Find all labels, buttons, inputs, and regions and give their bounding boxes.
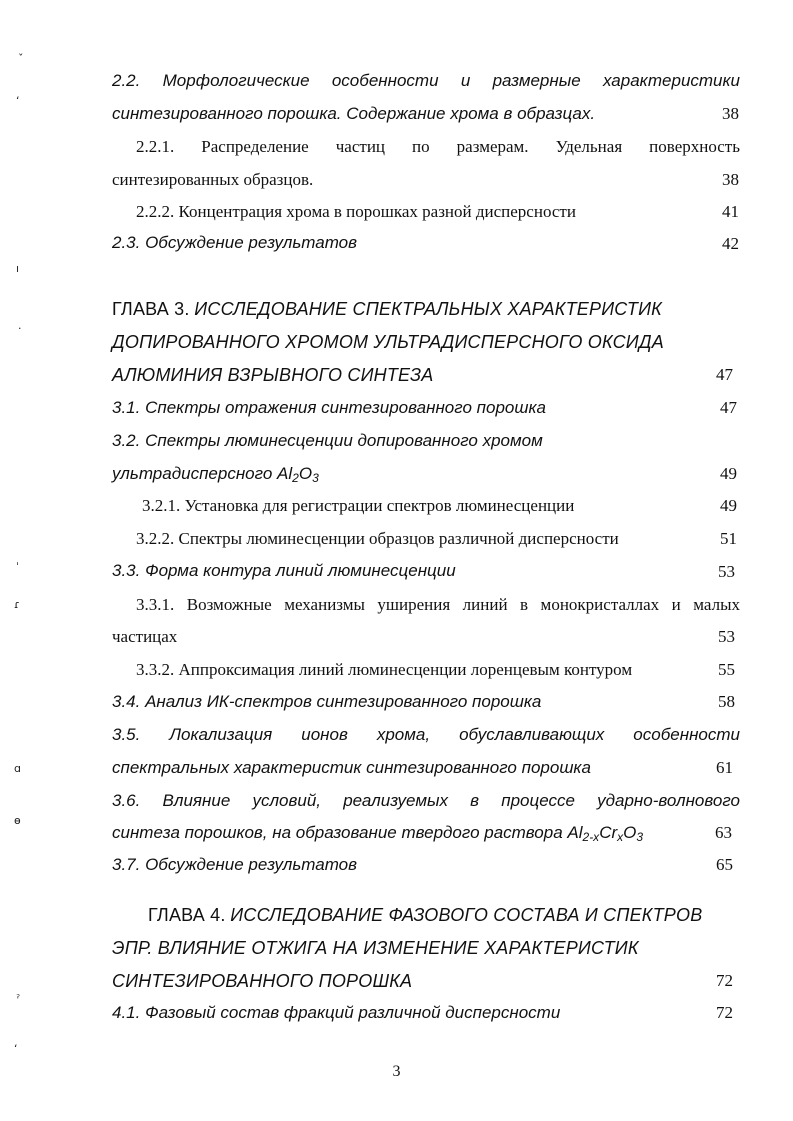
scan-speck: ʻ — [16, 94, 20, 107]
toc-entry-2-2-line2[interactable]: синтезированного порошка. Содержание хрома в образцах. — [112, 104, 596, 123]
formula-text: O — [298, 464, 313, 483]
formula-text: синтеза порошков, на образование твердого раствора Al — [112, 823, 583, 842]
toc-entry-3-2-line1[interactable]: 3.2. Спектры люминесценции допированного хромом — [112, 431, 543, 450]
scan-speck: ɾ — [14, 598, 20, 611]
toc-entry-3-6-line1[interactable]: 3.6. Влияние условий, реализуемых в процессе ударно-волнового — [112, 791, 740, 810]
toc-page-3-2: 49 — [720, 464, 737, 483]
scan-speck: ʻ — [14, 1042, 18, 1055]
scan-speck: ɵ — [14, 814, 21, 827]
toc-page-3-6: 63 — [715, 823, 732, 842]
toc-page-chapter-4: 72 — [716, 971, 733, 990]
formula-text: O — [623, 823, 637, 842]
chapter-4-title-line1: ИССЛЕДОВАНИЕ ФАЗОВОГО СОСТАВА И СПЕКТРОВ — [230, 905, 703, 925]
scan-speck: ˇ — [18, 52, 24, 65]
toc-entry-3-6-line2[interactable] — [112, 822, 643, 844]
chapter-4-prefix: ГЛАВА 4. — [148, 905, 226, 925]
scan-speck: ˀ — [16, 992, 21, 1005]
toc-page-3-4: 58 — [718, 692, 735, 711]
toc-page-3-3-1: 53 — [718, 627, 735, 646]
scan-speck: ı — [16, 262, 20, 275]
toc-entry-2-2-1-line2[interactable]: синтезированных образцов. — [112, 170, 314, 189]
toc-page-2-2: 38 — [722, 104, 739, 123]
toc-chapter-4-line2[interactable]: ЭПР. ВЛИЯНИЕ ОТЖИГА НА ИЗМЕНЕНИЕ ХАРАКТЕРИСТИК — [112, 938, 639, 958]
toc-entry-3-2-line2[interactable] — [112, 463, 319, 485]
toc-chapter-3-line3[interactable]: АЛЮМИНИЯ ВЗРЫВНОГО СИНТЕЗА — [112, 365, 434, 385]
toc-entry-3-3-1-line2[interactable]: частицах — [112, 627, 178, 646]
toc-page-chapter-3: 47 — [716, 365, 733, 384]
formula-text: Cr — [599, 823, 618, 842]
toc-entry-4-1[interactable]: 4.1. Фазовый состав фракций различной дисперсности — [112, 1003, 561, 1022]
toc-entry-3-3[interactable]: 3.3. Форма контура линий люминесценции — [112, 561, 456, 580]
toc-entry-3-7[interactable]: 3.7. Обсуждение результатов — [112, 855, 358, 874]
chapter-3-title-line1: ИССЛЕДОВАНИЕ СПЕКТРАЛЬНЫХ ХАРАКТЕРИСТИК — [194, 299, 662, 319]
chapter-3-prefix: ГЛАВА 3. — [112, 299, 190, 319]
toc-entry-3-3-1-line1[interactable]: 3.3.1. Возможные механизмы уширения линий в монокристаллах и малых — [136, 595, 740, 614]
toc-page-3-7: 65 — [716, 855, 733, 874]
toc-entry-2-3[interactable]: 2.3. Обсуждение результатов — [112, 233, 358, 252]
toc-page-4-1: 72 — [716, 1003, 733, 1022]
toc-page-2-3: 42 — [722, 234, 739, 253]
toc-entry-3-1[interactable]: 3.1. Спектры отражения синтезированного порошка — [112, 398, 546, 417]
formula-subscript: x — [617, 830, 624, 844]
toc-entry-3-3-2[interactable]: 3.3.2. Аппроксимация линий люминесценции лоренцевым контуром — [136, 660, 633, 679]
formula-text: ультрадисперсного Al — [112, 464, 293, 483]
scan-speck: ˈ — [16, 560, 20, 573]
toc-chapter-3-line1[interactable] — [112, 298, 662, 320]
toc-page-2-2-1: 38 — [722, 170, 739, 189]
toc-entry-3-5-line2[interactable]: спектральных характеристик синтезированного порошка — [112, 758, 591, 777]
toc-entry-3-2-2[interactable]: 3.2.2. Спектры люминесценции образцов различной дисперсности — [136, 529, 619, 548]
formula-subscript: 2 — [292, 471, 299, 485]
toc-entry-2-2-1-line1[interactable]: 2.2.1. Распределение частиц по размерам. Удельная поверхность — [136, 137, 740, 156]
page-number: 3 — [392, 1063, 401, 1080]
scan-speck: · — [18, 322, 22, 335]
toc-page-3-2-1: 49 — [720, 496, 737, 515]
toc-page-2-2-2: 41 — [722, 202, 739, 221]
toc-entry-3-4[interactable]: 3.4. Анализ ИК-спектров синтезированного порошка — [112, 692, 542, 711]
toc-page-3-3-2: 55 — [718, 660, 735, 679]
scan-speck: ɑ — [14, 762, 21, 775]
toc-chapter-4-line1[interactable] — [148, 904, 702, 926]
formula-subscript: 3 — [636, 830, 644, 844]
toc-entry-2-2-line1[interactable]: 2.2. Морфологические особенности и размерные характеристики — [112, 71, 740, 90]
toc-page-3-3: 53 — [718, 562, 735, 581]
toc-chapter-3-line2[interactable]: ДОПИРОВАННОГО ХРОМОМ УЛЬТРАДИСПЕРСНОГО ОКСИДА — [112, 332, 664, 352]
toc-page-3-2-2: 51 — [720, 529, 737, 548]
formula-subscript: 3 — [312, 471, 319, 485]
toc-page-3-1: 47 — [720, 398, 737, 417]
toc-entry-3-2-1[interactable]: 3.2.1. Установка для регистрации спектров люминесценции — [142, 496, 575, 515]
toc-chapter-4-line3[interactable]: СИНТЕЗИРОВАННОГО ПОРОШКА — [112, 971, 413, 991]
toc-entry-3-5-line1[interactable]: 3.5. Локализация ионов хрома, обуславливающих особенности — [112, 725, 740, 744]
toc-page-3-5: 61 — [716, 758, 733, 777]
toc-entry-2-2-2[interactable]: 2.2.2. Концентрация хрома в порошках разной дисперсности — [136, 202, 576, 221]
formula-subscript: 2-x — [582, 830, 600, 844]
